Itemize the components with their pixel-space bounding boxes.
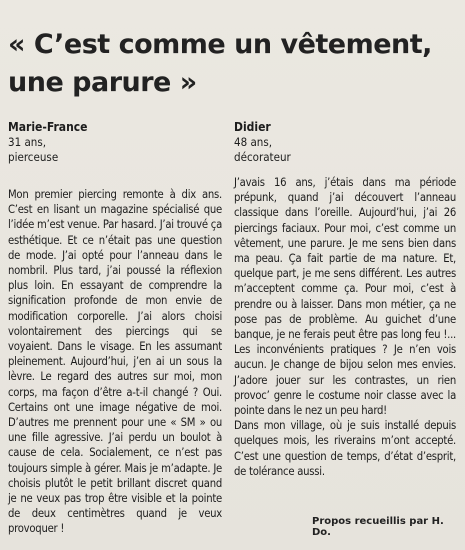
speaker-age: 48 ans, bbox=[234, 135, 273, 149]
testimony-text: J’avais 16 ans, j’étais dans ma période prépunk, quand j’ai découvert l’anneau classique dans l’oreille. Aujourd’hui, j’ai 26 piercings faciaux. Pour moi, c’est comme un vêtement, une parure. Je me sens bien dans ma peau. Ça fait partie de ma nature. Et, quelque part, je me sens différent. Les autres m’acceptent comme ça. Pour moi, c’est à prendre ou à laisser. Dans mon métier, ça ne pose pas de problème. Au guichet d’une banque, je ne ferais peut être pas long feu !... Les inconvénients pratiques ? Je n’en vois aucun. Je change de bijou selon mes envies. J’adore jouer sur les contrastes, un rien provoc’ genre le costume noir classe avec la pointe dans le nez un peu hard! bbox=[234, 176, 456, 418]
article-credit: Propos recueillis par H. Do. bbox=[312, 516, 444, 538]
article-title bbox=[8, 26, 448, 102]
title-line-1: « C’est comme un vêtement, bbox=[8, 29, 432, 60]
testimony-text-2: Dans mon village, où je suis installé depuis quelques mois, les riverains m’ont accepté. C’est une question de temps, d’état d’esprit, de tolérance aussi. bbox=[234, 419, 456, 478]
title-line-2: une parure » bbox=[8, 67, 197, 98]
speaker-age: 31 ans, bbox=[8, 135, 47, 149]
speaker-job: décorateur bbox=[234, 150, 291, 164]
speaker-name: Marie-France bbox=[8, 120, 88, 134]
testimony-text: Mon premier piercing remonte à dix ans. C’est en lisant un magazine spécialisé que l’idée m’est venue. Par hasard. J’ai trouvé ça esthétique. Et ce n’était pas une question de mode. J’ai opté pour l’anneau dans le nombril. Plus tard, j’ai poussé la réflexion plus loin. En essayant de comprendre la signification profonde de mon envie de modification corporelle. J’ai alors choisi volontairement des piercings qui se voyaient. Dans le visage. En les assumant pleinement. Aujourd’hui, j’en ai un sous la lèvre. Le regard des autres sur moi, mon corps, ma façon d’être a-t-il changé ? Oui. Certains ont une image négative de moi. D’autres me prennent pour une « SM » ou une fille agressive. J’ai perdu un boulot à cause de cela. Socialement, ce n’est pas toujours simple à gérer. Mais je m’adapte. Je choisis plutôt le petit brillant discret quand je ne veux pas trop être visible et la pointe de deux centimètres quand je veux provoquer ! bbox=[8, 188, 222, 536]
speaker-job: pierceuse bbox=[8, 150, 59, 164]
testimony-left bbox=[8, 120, 222, 537]
speaker-name: Didier bbox=[234, 120, 271, 134]
testimony-right bbox=[234, 120, 456, 479]
